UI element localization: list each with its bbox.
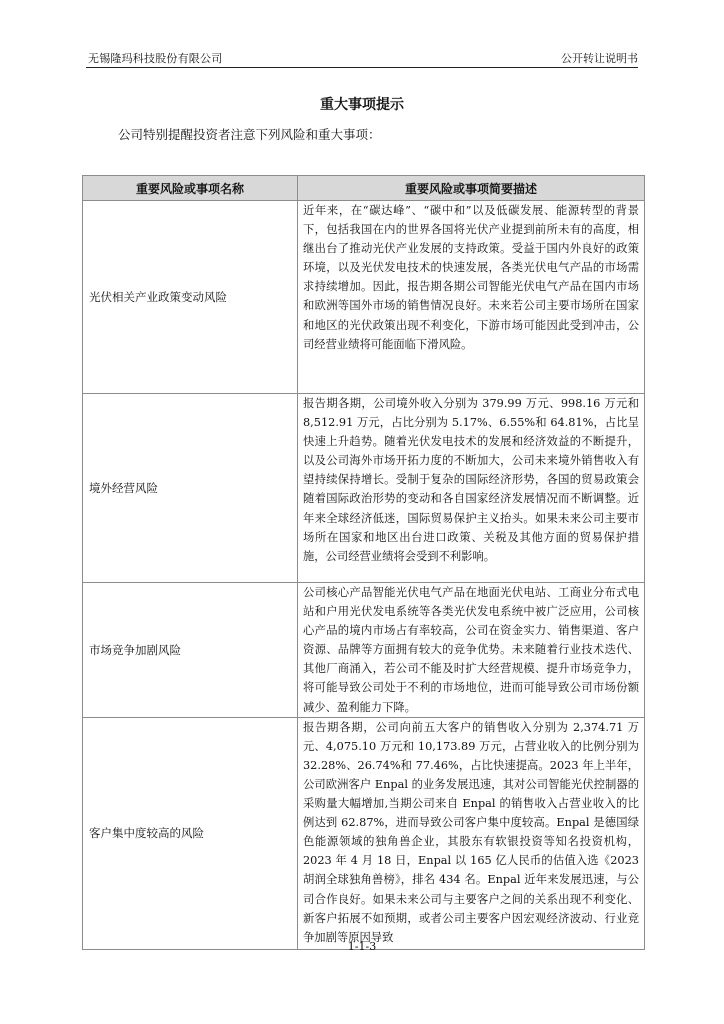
risk-name: 客户集中度较高的风险 xyxy=(83,717,298,949)
risk-description: 近年来，在“碳达峰”、“碳中和”以及低碳发展、能源转型的背景下，包括我国在内的世界各国将光伏产业提到前所未有的高度，相继出台了推动光伏产业发展的支持政策。受益于国内外良好的政策环境，以及光伏发电技术的快速发展，各类光伏电气产品的市场需求持续增加。因此，报告期各期公司智能光伏电气产品在国内市场和欧洲等国外市场的销售情况良好。未来若公司主要市场所在国家和地区的光伏政策出现不利变化，下游市场可能因此受到冲击，公司经营业绩将可能面临下滑风险。 xyxy=(298,201,645,394)
intro-paragraph: 公司特别提醒投资者注意下列风险和重大事项： xyxy=(118,127,381,142)
table-row xyxy=(83,583,645,718)
header-company-name: 无锡隆玛科技股份有限公司 xyxy=(88,52,223,65)
risk-table xyxy=(82,175,645,950)
risk-description: 公司核心产品智能光伏电气产品在地面光伏电站、工商业分布式电站和户用光伏发电系统等各类光伏发电系统中被广泛应用，公司核心产品的境内市场占有率较高，公司在资金实力、销售渠道、客户资源、品牌等方面拥有较大的竞争优势。未来随着行业技术迭代、其他厂商涌入，若公司不能及时扩大经营规模、提升市场竞争力，将可能导致公司处于不利的市场地位，进而可能导致公司市场份额减少、盈利能力下降。 xyxy=(298,583,645,718)
section-title: 重大事项提示 xyxy=(320,97,404,113)
header-divider xyxy=(86,67,638,68)
table-row xyxy=(83,201,645,394)
risk-description: 报告期各期，公司向前五大客户的销售收入分别为 2,374.71 万元、4,075.10 万元和 10,173.89 万元，占营业收入的比例分别为 32.28%、26.74%和 77.46%，占比快速提高。2023 年上半年，公司欧洲客户 Enpal 的业务发展迅速，其对公司智能光伏控制器的采购量大幅增加,当期公司来自 Enpal 的销售收入占营业收入的比例达到 62.87%，进而导致公司客户集中度较高。Enpal 是德国绿色能源领域的独角兽企业，其股东有软银投资等知名投资机构，2023 年 4 月 18 日，Enpal 以 165 亿人民币的估值入选《2023 胡润全球独角兽榜》，排名 434 名。Enpal 近年来发展迅速，与公司合作良好。如果未来公司与主要客户之间的关系出现不利变化、新客户拓展不如预期，或者公司主要客户因宏观经济波动、行业竞争加剧等原因导致 xyxy=(298,717,645,949)
risk-name: 境外经营风险 xyxy=(83,394,298,583)
header-risk-name: 重要风险或事项名称 xyxy=(83,176,298,201)
table-row xyxy=(83,717,645,949)
risk-description: 报告期各期，公司境外收入分别为 379.99 万元、998.16 万元和 8,512.91 万元，占比分别为 5.17%、6.55%和 64.81%，占比呈快速上升趋势。随着光伏发电技术的发展和经济效益的不断提升，以及公司海外市场开拓力度的不断加大，公司未来境外销售收入有望持续保持增长。受制于复杂的国际经济形势，各国的贸易政策会随着国际政治形势的变动和各自国家经济发展情况而不断调整。近年来全球经济低迷，国际贸易保护主义抬头。如果未来公司主要市场所在国家和地区出台进口政策、关税及其他方面的贸易保护措施，公司经营业绩将会受到不利影响。 xyxy=(298,394,645,583)
page-number: 1-1-3 xyxy=(347,940,377,953)
header-document-type: 公开转让说明书 xyxy=(561,52,638,65)
risk-name: 市场竞争加剧风险 xyxy=(83,583,298,718)
risk-name: 光伏相关产业政策变动风险 xyxy=(83,201,298,394)
header-risk-description: 重要风险或事项简要描述 xyxy=(298,176,645,201)
table-row xyxy=(83,394,645,583)
table-header-row xyxy=(83,176,645,201)
